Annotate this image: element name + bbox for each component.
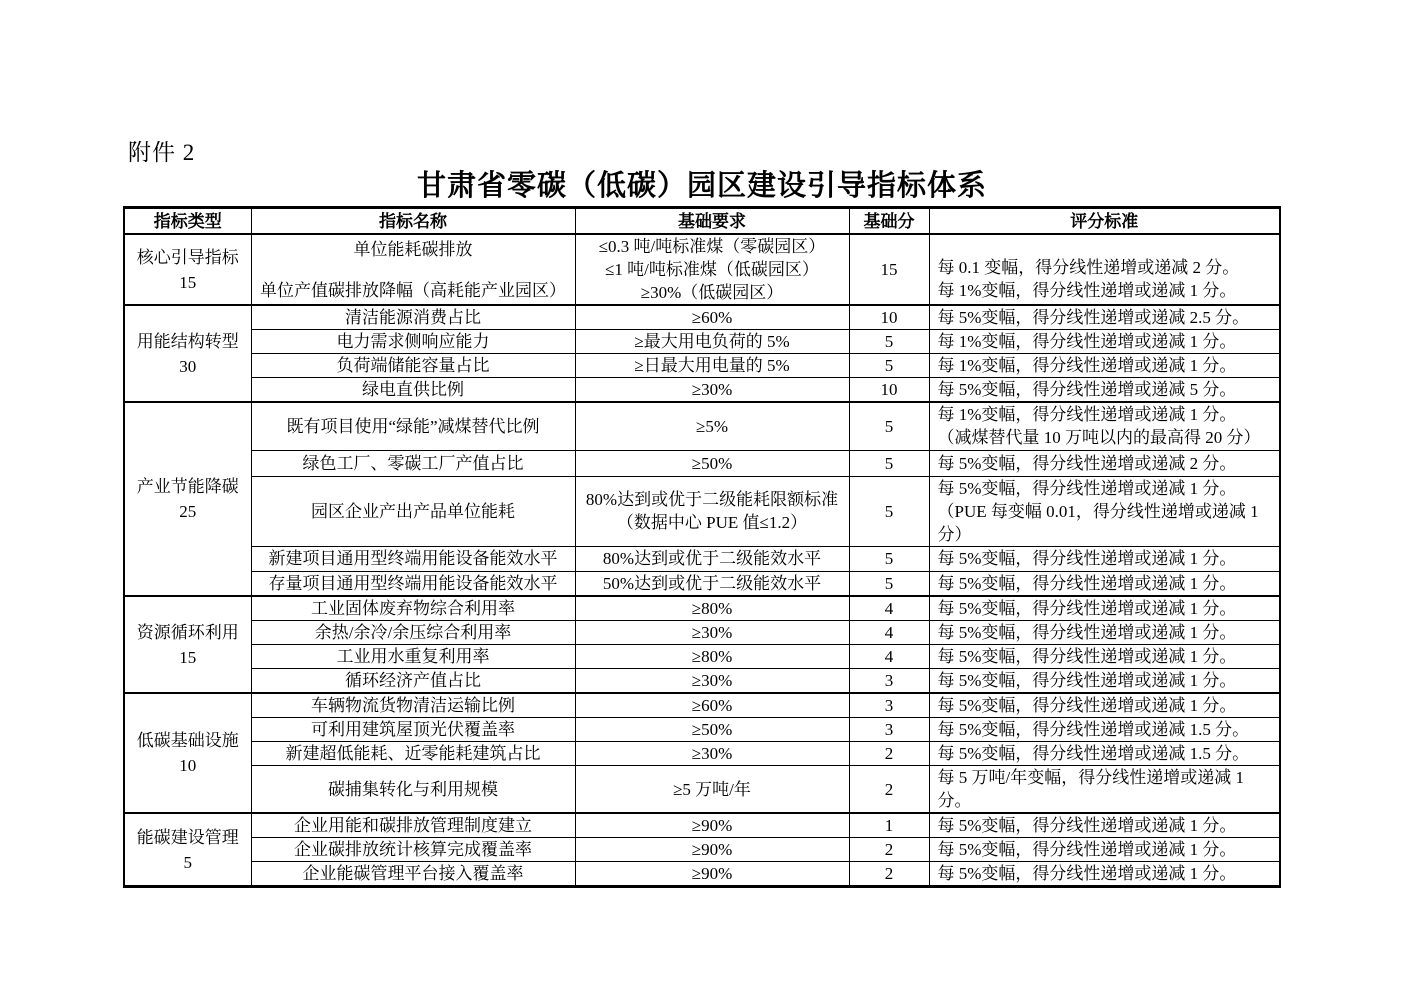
- criteria-line: （减煤替代量 10 万吨以内的最高得 20 分）: [937, 428, 1261, 448]
- table-row: [125, 621, 1279, 645]
- criteria-cell: [929, 476, 1279, 546]
- table-row: [125, 330, 1279, 354]
- indicator-name-cell: 碳捕集转化与利用规模: [251, 766, 575, 814]
- category-name: 低碳基础设施: [136, 731, 239, 750]
- score-cell: 3: [849, 669, 929, 694]
- criteria-line: 每 5%变幅，得分线性递增或递减 1 分。: [937, 478, 1237, 498]
- indicator-name-line: 单位产值碳排放降幅（高耗能产业园区）: [260, 280, 566, 300]
- requirement-cell: 50%达到或优于二级能效水平: [575, 571, 849, 596]
- score-cell: 2: [849, 742, 929, 766]
- header-basic-requirement: 基础要求: [575, 209, 849, 234]
- indicator-name-cell: 新建超低能耗、近零能耗建筑占比: [251, 742, 575, 766]
- indicator-name-cell: 清洁能源消费占比: [251, 305, 575, 330]
- table-row: [125, 354, 1279, 378]
- category-score: 15: [179, 272, 197, 292]
- criteria-line: 每 0.1 变幅，得分线性递增或递减 2 分。: [937, 257, 1240, 277]
- table-row: [125, 742, 1279, 766]
- requirement-line: 80%达到或优于二级能耗限额标准: [585, 490, 839, 509]
- criteria-cell: 每 5%变幅，得分线性递增或递减 1 分。: [929, 862, 1279, 886]
- indicator-name-line: 单位能耗碳排放: [353, 239, 473, 259]
- score-cell: 1: [849, 813, 929, 838]
- requirement-cell: ≥30%: [575, 742, 849, 766]
- requirement-line: （数据中心 PUE 值≤1.2）: [616, 513, 808, 532]
- category-name: 资源循环利用: [136, 622, 239, 642]
- header-scoring-standard: 评分标准: [929, 209, 1279, 234]
- category-score: 25: [179, 502, 197, 521]
- score-cell: 10: [849, 305, 929, 330]
- indicator-name-cell: 工业用水重复利用率: [251, 645, 575, 669]
- criteria-cell: 每 5%变幅，得分线性递增或递减 1 分。: [929, 645, 1279, 669]
- header-indicator-type: 指标类型: [125, 209, 251, 234]
- table-row: [125, 234, 1279, 305]
- indicator-name-cell: 负荷端储能容量占比: [251, 354, 575, 378]
- score-cell: 5: [849, 402, 929, 450]
- indicator-name-cell: 新建项目通用型终端用能设备能效水平: [251, 546, 575, 571]
- score-cell: 5: [849, 354, 929, 378]
- indicator-name-cell: 电力需求侧响应能力: [251, 330, 575, 354]
- criteria-cell: [929, 402, 1279, 450]
- indicator-name-cell: 园区企业产出产品单位能耗: [251, 476, 575, 546]
- attachment-label: 附件 2: [128, 140, 196, 165]
- category-score: 10: [179, 756, 197, 775]
- score-cell: 2: [849, 838, 929, 862]
- indicator-name-cell: 工业固体废弃物综合利用率: [251, 596, 575, 621]
- category-name: 核心引导指标: [136, 247, 239, 267]
- category-cell: [125, 234, 251, 305]
- criteria-cell: [929, 234, 1279, 305]
- indicator-name-cell: 余热/余冷/余压综合利用率: [251, 621, 575, 645]
- category-score: 30: [179, 356, 197, 376]
- criteria-cell: 每 5%变幅，得分线性递增或递减 1.5 分。: [929, 718, 1279, 742]
- table-row: [125, 571, 1279, 596]
- indicator-table-container: [123, 206, 1281, 888]
- table-row: [125, 378, 1279, 403]
- criteria-cell: 每 5%变幅，得分线性递增或递减 1 分。: [929, 596, 1279, 621]
- indicator-name-cell: 循环经济产值占比: [251, 669, 575, 694]
- table-row: [125, 596, 1279, 621]
- criteria-cell: 每 5%变幅，得分线性递增或递减 2.5 分。: [929, 305, 1279, 330]
- criteria-cell: 每 5%变幅，得分线性递增或递减 2 分。: [929, 450, 1279, 476]
- table-row: [125, 305, 1279, 330]
- criteria-cell: 每 5%变幅，得分线性递增或递减 1 分。: [929, 693, 1279, 718]
- category-score: 15: [179, 647, 197, 667]
- score-cell: 10: [849, 378, 929, 403]
- score-cell: 3: [849, 718, 929, 742]
- score-cell: 5: [849, 571, 929, 596]
- score-cell: 5: [849, 330, 929, 354]
- score-cell: 2: [849, 862, 929, 886]
- table-row: [125, 862, 1279, 886]
- requirement-cell: ≥90%: [575, 862, 849, 886]
- table-row: [125, 718, 1279, 742]
- category-cell: [125, 402, 251, 596]
- score-cell: 15: [849, 234, 929, 305]
- criteria-cell: 每 5%变幅，得分线性递增或递减 1 分。: [929, 571, 1279, 596]
- score-cell: 2: [849, 766, 929, 814]
- criteria-line: （PUE 每变幅 0.01，得分线性递增或递减 1 分）: [937, 501, 1259, 544]
- table-row: [125, 838, 1279, 862]
- requirement-cell: ≥5 万吨/年: [575, 766, 849, 814]
- criteria-cell: 每 1%变幅，得分线性递增或递减 1 分。: [929, 330, 1279, 354]
- criteria-cell: 每 5%变幅，得分线性递增或递减 1 分。: [929, 838, 1279, 862]
- indicator-name-cell: 车辆物流货物清洁运输比例: [251, 693, 575, 718]
- score-cell: 5: [849, 476, 929, 546]
- requirement-cell: ≥80%: [575, 596, 849, 621]
- requirement-cell: 80%达到或优于二级能效水平: [575, 546, 849, 571]
- score-cell: 5: [849, 546, 929, 571]
- indicator-table: [125, 209, 1279, 885]
- indicator-name-cell: 企业碳排放统计核算完成覆盖率: [251, 838, 575, 862]
- requirement-line: ≤1 吨/吨标准煤（低碳园区）: [605, 260, 819, 279]
- score-cell: 5: [849, 450, 929, 476]
- category-name: 能碳建设管理: [136, 827, 239, 847]
- category-cell: [125, 305, 251, 402]
- indicator-name-cell: 企业能碳管理平台接入覆盖率: [251, 862, 575, 886]
- criteria-line: 每 1%变幅，得分线性递增或递减 1 分。: [937, 405, 1237, 425]
- category-cell: [125, 813, 251, 885]
- requirement-cell: ≥90%: [575, 813, 849, 838]
- header-indicator-name: 指标名称: [251, 209, 575, 234]
- indicator-name-cell: 绿色工厂、零碳工厂产值占比: [251, 450, 575, 476]
- indicator-name-cell: [251, 234, 575, 305]
- requirement-cell: ≥5%: [575, 402, 849, 450]
- page-title: 甘肃省零碳（低碳）园区建设引导指标体系: [416, 170, 987, 202]
- requirement-cell: ≥60%: [575, 693, 849, 718]
- requirement-cell: ≥30%: [575, 669, 849, 694]
- requirement-cell: ≥30%: [575, 621, 849, 645]
- indicator-name-cell: 企业用能和碳排放管理制度建立: [251, 813, 575, 838]
- score-cell: 4: [849, 621, 929, 645]
- table-row: [125, 645, 1279, 669]
- table-row: [125, 669, 1279, 694]
- criteria-cell: 每 5%变幅，得分线性递增或递减 5 分。: [929, 378, 1279, 403]
- indicator-name-cell: 存量项目通用型终端用能设备能效水平: [251, 571, 575, 596]
- requirement-cell: ≥60%: [575, 305, 849, 330]
- indicator-name-cell: 可利用建筑屋顶光伏覆盖率: [251, 718, 575, 742]
- table-row: [125, 450, 1279, 476]
- score-cell: 3: [849, 693, 929, 718]
- header-base-score: 基础分: [849, 209, 929, 234]
- table-row: [125, 402, 1279, 450]
- requirement-cell: [575, 476, 849, 546]
- table-header-row: [125, 209, 1279, 234]
- criteria-cell: 每 5%变幅，得分线性递增或递减 1.5 分。: [929, 742, 1279, 766]
- requirement-cell: ≥30%: [575, 378, 849, 403]
- requirement-cell: ≥50%: [575, 450, 849, 476]
- table-row: [125, 813, 1279, 838]
- table-row: [125, 546, 1279, 571]
- indicator-name-cell: 绿电直供比例: [251, 378, 575, 403]
- score-cell: 4: [849, 645, 929, 669]
- category-name: 产业节能降碳: [136, 477, 239, 496]
- indicator-name-cell: 既有项目使用“绿能”减煤替代比例: [251, 402, 575, 450]
- requirement-cell: ≥50%: [575, 718, 849, 742]
- criteria-cell: 每 5%变幅，得分线性递增或递减 1 分。: [929, 813, 1279, 838]
- requirement-cell: [575, 234, 849, 305]
- requirement-cell: ≥80%: [575, 645, 849, 669]
- table-row: [125, 693, 1279, 718]
- requirement-line: ≥30%（低碳园区）: [640, 283, 784, 302]
- category-cell: [125, 596, 251, 693]
- requirement-line: ≤0.3 吨/吨标准煤（零碳园区）: [598, 237, 826, 256]
- score-cell: 4: [849, 596, 929, 621]
- requirement-cell: ≥日最大用电量的 5%: [575, 354, 849, 378]
- criteria-cell: 每 5%变幅，得分线性递增或递减 1 分。: [929, 621, 1279, 645]
- requirement-cell: ≥90%: [575, 838, 849, 862]
- criteria-cell: 每 1%变幅，得分线性递增或递减 1 分。: [929, 354, 1279, 378]
- category-score: 5: [183, 852, 192, 872]
- category-name: 用能结构转型: [136, 331, 239, 351]
- criteria-cell: 每 5 万吨/年变幅，得分线性递增或递减 1 分。: [929, 766, 1279, 814]
- criteria-cell: 每 5%变幅，得分线性递增或递减 1 分。: [929, 669, 1279, 694]
- criteria-cell: 每 5%变幅，得分线性递增或递减 1 分。: [929, 546, 1279, 571]
- table-row: [125, 476, 1279, 546]
- category-cell: [125, 693, 251, 813]
- table-row: [125, 766, 1279, 814]
- requirement-cell: ≥最大用电负荷的 5%: [575, 330, 849, 354]
- criteria-line: 每 1%变幅，得分线性递增或递减 1 分。: [937, 280, 1237, 300]
